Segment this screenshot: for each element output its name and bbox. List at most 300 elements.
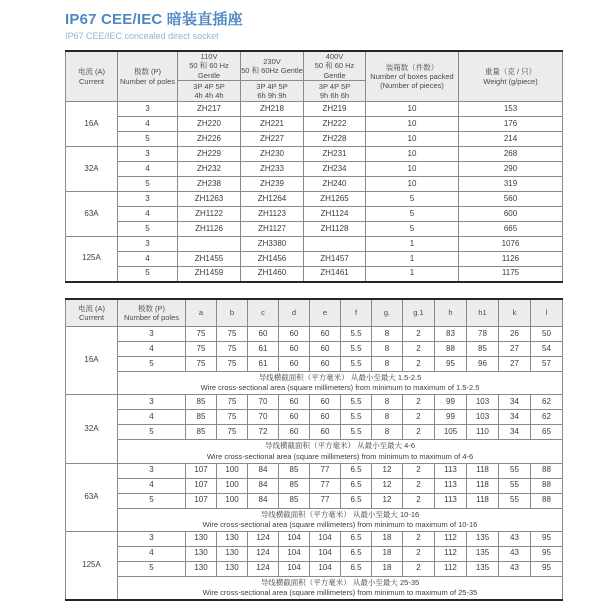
- cell: [304, 237, 366, 252]
- cell: 135: [467, 546, 499, 561]
- cell: 8: [372, 357, 403, 372]
- note-row: [66, 508, 563, 531]
- col-header-weight-zh: 重量（克 / 只）: [484, 67, 537, 77]
- cell: 54: [531, 342, 563, 357]
- col-header-current-zh: 电流 (A): [77, 67, 106, 77]
- cell: 10: [366, 132, 459, 147]
- cell: 18: [372, 546, 403, 561]
- cell: 113: [435, 463, 467, 478]
- cell: 1076: [459, 237, 563, 252]
- cell: 95: [531, 561, 563, 576]
- current-cell: 32A: [66, 395, 118, 463]
- cell: 214: [459, 132, 563, 147]
- table-row: [66, 478, 563, 493]
- cell: ZH233: [241, 162, 304, 177]
- cell: 75: [217, 410, 248, 425]
- cell: 2: [403, 327, 435, 342]
- dim-col-header-c: c: [248, 299, 279, 327]
- note-cell: [118, 440, 563, 463]
- cell: 118: [467, 463, 499, 478]
- cell: 99: [435, 395, 467, 410]
- cell: 105: [435, 425, 467, 440]
- cell: 5: [118, 267, 178, 282]
- cell: 4: [118, 478, 186, 493]
- cell: 34: [499, 395, 531, 410]
- col-header-boxes-en1: Number of boxes packed: [370, 71, 454, 81]
- note-text-zh: 导线横截面积（平方毫米） 从最小至最大 10-16: [260, 509, 420, 519]
- cell: 5.5: [341, 395, 372, 410]
- cell: 43: [499, 531, 531, 546]
- cell: 77: [310, 463, 341, 478]
- cell: 88: [531, 478, 563, 493]
- cell: 6.5: [341, 493, 372, 508]
- cell: 1126: [459, 252, 563, 267]
- cell: 61: [248, 342, 279, 357]
- table-row: [66, 531, 563, 546]
- cell: 85: [186, 395, 217, 410]
- cell: 88: [531, 493, 563, 508]
- cell: 130: [217, 546, 248, 561]
- cell: 5.5: [341, 425, 372, 440]
- dim-col-header-e: e: [310, 299, 341, 327]
- dim-col-header-g1: g.1: [403, 299, 435, 327]
- cell: 665: [459, 222, 563, 237]
- cell: 112: [435, 531, 467, 546]
- cell: 85: [467, 342, 499, 357]
- cell: 60: [310, 395, 341, 410]
- cell: 85: [279, 463, 310, 478]
- cell: 60: [248, 327, 279, 342]
- dim-col-header-k: k: [499, 299, 531, 327]
- cell: 2: [403, 342, 435, 357]
- cell: 8: [372, 342, 403, 357]
- col-header-110v-freq: 50 和 60 Hz Gentle: [189, 61, 229, 80]
- col-header-poles-zh: 极数 (P): [133, 67, 162, 77]
- cell: 3: [118, 192, 178, 207]
- cell: ZH228: [304, 132, 366, 147]
- cell: 88: [531, 463, 563, 478]
- cell: 96: [467, 357, 499, 372]
- cell: 130: [186, 561, 217, 576]
- cell: 55: [499, 463, 531, 478]
- cell: 10: [366, 147, 459, 162]
- note-row: [66, 440, 563, 463]
- cell: 112: [435, 561, 467, 576]
- table-row: [66, 192, 563, 207]
- table-row: [66, 162, 563, 177]
- cell: 3: [118, 531, 186, 546]
- cell: 57: [531, 357, 563, 372]
- cell: 2: [403, 395, 435, 410]
- cell: 84: [248, 478, 279, 493]
- cell: 10: [366, 162, 459, 177]
- cell: 75: [217, 425, 248, 440]
- cell: ZH1127: [241, 222, 304, 237]
- cell: 4: [118, 162, 178, 177]
- cell: 65: [531, 425, 563, 440]
- cell: ZH234: [304, 162, 366, 177]
- table-row: [66, 463, 563, 478]
- col-header-110v: [178, 51, 241, 81]
- table-row: [66, 132, 563, 147]
- cell: 2: [403, 531, 435, 546]
- note-text-zh: 导线横截面积（平方毫米） 从最小至最大 25-35: [260, 577, 420, 587]
- cell: 77: [310, 493, 341, 508]
- dim-col-header-h: h: [435, 299, 467, 327]
- cell: ZH1461: [304, 267, 366, 282]
- cell: 4: [118, 342, 186, 357]
- cell: 95: [531, 546, 563, 561]
- table-row: [66, 117, 563, 132]
- cell: 3: [118, 237, 178, 252]
- col-subheader-400v-poles: 3P 4P 5P: [318, 81, 351, 91]
- cell: ZH222: [304, 117, 366, 132]
- table-row: [66, 327, 563, 342]
- table-row: [66, 237, 563, 252]
- cell: 319: [459, 177, 563, 192]
- col-header-current: [66, 51, 118, 102]
- current-cell: 16A: [66, 102, 118, 147]
- table-row: [66, 207, 563, 222]
- cell: ZH226: [178, 132, 241, 147]
- current-cell: 125A: [66, 237, 118, 282]
- cell: ZH3380: [241, 237, 304, 252]
- dim-col-header-current: [66, 299, 118, 327]
- cell: 75: [217, 357, 248, 372]
- products-table-body: [66, 102, 563, 282]
- cell: ZH231: [304, 147, 366, 162]
- cell: 70: [248, 395, 279, 410]
- cell: 8: [372, 410, 403, 425]
- cell: 5.5: [341, 342, 372, 357]
- cell: 84: [248, 463, 279, 478]
- cell: 103: [467, 395, 499, 410]
- cell: 85: [279, 478, 310, 493]
- col-subheader-230v-poles: 3P 4P 5P: [256, 81, 288, 91]
- cell: 6.5: [341, 478, 372, 493]
- cell: 8: [372, 395, 403, 410]
- cell: ZH218: [241, 102, 304, 117]
- cell: 153: [459, 102, 563, 117]
- cell: ZH238: [178, 177, 241, 192]
- cell: 6.5: [341, 463, 372, 478]
- cell: 2: [403, 546, 435, 561]
- cell: 8: [372, 425, 403, 440]
- cell: ZH1457: [304, 252, 366, 267]
- cell: 95: [435, 357, 467, 372]
- cell: 3: [118, 327, 186, 342]
- cell: 60: [310, 342, 341, 357]
- current-cell: 125A: [66, 531, 118, 600]
- cell: 107: [186, 493, 217, 508]
- cell: 27: [499, 357, 531, 372]
- cell: 10: [366, 117, 459, 132]
- cell: ZH239: [241, 177, 304, 192]
- cell: 135: [467, 561, 499, 576]
- col-subheader-110v-hours: 4h 4h 4h: [194, 91, 224, 101]
- cell: 112: [435, 546, 467, 561]
- current-cell: 63A: [66, 463, 118, 531]
- col-header-230v: [241, 51, 304, 81]
- cell: 103: [467, 410, 499, 425]
- cell: 43: [499, 561, 531, 576]
- table-row: [66, 102, 563, 117]
- table-row: [66, 267, 563, 282]
- current-cell: 32A: [66, 147, 118, 192]
- cell: 104: [279, 531, 310, 546]
- cell: 34: [499, 410, 531, 425]
- cell: 5: [366, 222, 459, 237]
- col-subheader-230v-hours: 6h 9h 9h: [257, 91, 287, 101]
- cell: 60: [279, 395, 310, 410]
- cell: 3: [118, 395, 186, 410]
- cell: 70: [248, 410, 279, 425]
- cell: ZH221: [241, 117, 304, 132]
- cell: 5: [118, 561, 186, 576]
- dim-col-header-current-zh: 电流 (A): [77, 303, 106, 313]
- note-row: [66, 372, 563, 395]
- note-text-en: Wire cross-sectional area (square millimeters) from minimum to maximum of 4-6: [206, 451, 474, 461]
- cell: 75: [186, 342, 217, 357]
- cell: 60: [310, 327, 341, 342]
- col-header-boxes: [366, 51, 459, 102]
- cell: ZH232: [178, 162, 241, 177]
- cell: 1175: [459, 267, 563, 282]
- cell: 12: [372, 493, 403, 508]
- col-header-110v-voltage: 110V: [200, 52, 218, 61]
- cell: ZH220: [178, 117, 241, 132]
- cell: ZH1124: [304, 207, 366, 222]
- table-row: [66, 561, 563, 576]
- cell: 4: [118, 117, 178, 132]
- cell: 2: [403, 425, 435, 440]
- page-title: IP67 CEE/IEC 暗装直插座: [65, 11, 243, 28]
- cell: ZH227: [241, 132, 304, 147]
- cell: 107: [186, 478, 217, 493]
- cell: 124: [248, 561, 279, 576]
- col-header-400v-voltage: 400V: [325, 52, 344, 61]
- col-subheader-230v: [241, 81, 304, 102]
- table-row: [66, 147, 563, 162]
- cell: ZH1123: [241, 207, 304, 222]
- cell: 60: [279, 342, 310, 357]
- cell: 100: [217, 463, 248, 478]
- page-subtitle: IP67 CEE/IEC concealed direct socket: [65, 31, 219, 41]
- cell: 5: [366, 207, 459, 222]
- cell: [178, 237, 241, 252]
- cell: 10: [366, 102, 459, 117]
- cell: 110: [467, 425, 499, 440]
- cell: 5: [118, 177, 178, 192]
- cell: ZH1264: [241, 192, 304, 207]
- cell: ZH229: [178, 147, 241, 162]
- cell: ZH1455: [178, 252, 241, 267]
- cell: 62: [531, 395, 563, 410]
- dim-col-header-poles-zh: 极数 (P): [137, 303, 166, 313]
- cell: ZH1126: [178, 222, 241, 237]
- cell: 100: [217, 478, 248, 493]
- cell: 72: [248, 425, 279, 440]
- cell: 124: [248, 546, 279, 561]
- cell: 5: [118, 425, 186, 440]
- cell: 4: [118, 207, 178, 222]
- note-text-en: Wire cross-sectional area (square millimeters) from minimum to maximum of 10-16: [202, 519, 478, 529]
- dim-col-header-d: d: [279, 299, 310, 327]
- cell: 60: [310, 410, 341, 425]
- dim-col-header-b: b: [217, 299, 248, 327]
- dim-col-header-g: g.: [372, 299, 403, 327]
- cell: 3: [118, 463, 186, 478]
- col-header-230v-voltage: 230V: [263, 56, 281, 66]
- cell: 2: [403, 493, 435, 508]
- col-header-poles-en: Number of poles: [119, 76, 176, 86]
- cell: 104: [279, 561, 310, 576]
- cell: ZH1122: [178, 207, 241, 222]
- dim-col-header-f: f: [341, 299, 372, 327]
- cell: 268: [459, 147, 563, 162]
- cell: 12: [372, 463, 403, 478]
- cell: 62: [531, 410, 563, 425]
- cell: 560: [459, 192, 563, 207]
- col-subheader-110v: [178, 81, 241, 102]
- cell: 104: [310, 561, 341, 576]
- cell: 55: [499, 478, 531, 493]
- cell: 10: [366, 177, 459, 192]
- cell: 12: [372, 478, 403, 493]
- table-row: [66, 546, 563, 561]
- cell: 26: [499, 327, 531, 342]
- cell: 118: [467, 478, 499, 493]
- cell: 5.5: [341, 357, 372, 372]
- cell: 4: [118, 546, 186, 561]
- cell: ZH1128: [304, 222, 366, 237]
- cell: 107: [186, 463, 217, 478]
- note-cell: [118, 372, 563, 395]
- cell: 75: [186, 327, 217, 342]
- cell: ZH1265: [304, 192, 366, 207]
- cell: 75: [217, 327, 248, 342]
- cell: 130: [217, 561, 248, 576]
- cell: 55: [499, 493, 531, 508]
- col-header-400v-freq: 50 和 60 Hz Gentle: [314, 61, 355, 80]
- cell: 85: [186, 410, 217, 425]
- current-cell: 16A: [66, 327, 118, 395]
- table-row: [66, 357, 563, 372]
- cell: 5.5: [341, 410, 372, 425]
- cell: 113: [435, 493, 467, 508]
- cell: ZH1263: [178, 192, 241, 207]
- cell: ZH230: [241, 147, 304, 162]
- dim-col-header-h1: h1: [467, 299, 499, 327]
- cell: 60: [279, 327, 310, 342]
- cell: 75: [217, 395, 248, 410]
- note-cell: [118, 508, 563, 531]
- col-subheader-400v: [304, 81, 366, 102]
- table-row: [66, 342, 563, 357]
- col-subheader-400v-hours: 9h 6h 6h: [319, 91, 350, 101]
- cell: 60: [279, 357, 310, 372]
- cell: 61: [248, 357, 279, 372]
- cell: 130: [186, 531, 217, 546]
- note-text-zh: 导线横截面积（平方毫米） 从最小至最大 1.5-2.5: [258, 373, 422, 383]
- cell: 113: [435, 478, 467, 493]
- cell: 18: [372, 561, 403, 576]
- cell: 1: [366, 267, 459, 282]
- cell: 124: [248, 531, 279, 546]
- cell: 130: [186, 546, 217, 561]
- table-row: [66, 425, 563, 440]
- cell: 84: [248, 493, 279, 508]
- col-header-boxes-en2: (Number of pieces): [380, 81, 444, 91]
- cell: 1: [366, 252, 459, 267]
- col-header-poles: [118, 51, 178, 102]
- cell: 2: [403, 357, 435, 372]
- cell: ZH217: [178, 102, 241, 117]
- cell: 78: [467, 327, 499, 342]
- cell: 3: [118, 147, 178, 162]
- table-row: [66, 410, 563, 425]
- cell: 83: [435, 327, 467, 342]
- cell: 5: [118, 132, 178, 147]
- cell: 50: [531, 327, 563, 342]
- table-row: [66, 493, 563, 508]
- col-header-weight-en: Weight (g/piece): [483, 76, 538, 86]
- cell: 3: [118, 102, 178, 117]
- dim-col-header-l: l: [531, 299, 563, 327]
- cell: 5: [118, 493, 186, 508]
- note-text-en: Wire cross-sectional area (square millimeters) from minimum to maximum of 1.5-2.5: [200, 383, 480, 393]
- dim-col-header-current-en: Current: [78, 312, 104, 322]
- cell: 27: [499, 342, 531, 357]
- cell: 2: [403, 561, 435, 576]
- col-header-400v: [304, 51, 366, 81]
- table-row: [66, 252, 563, 267]
- cell: 77: [310, 478, 341, 493]
- cell: 34: [499, 425, 531, 440]
- cell: ZH240: [304, 177, 366, 192]
- col-header-boxes-zh: 装箱数（件数）: [385, 62, 439, 72]
- cell: 5: [118, 222, 178, 237]
- cell: 100: [217, 493, 248, 508]
- cell: 5: [366, 192, 459, 207]
- cell: 4: [118, 252, 178, 267]
- cell: 43: [499, 546, 531, 561]
- cell: 1: [366, 237, 459, 252]
- table-row: [66, 395, 563, 410]
- dim-col-header-poles: [118, 299, 186, 327]
- table-row: [66, 222, 563, 237]
- cell: 130: [217, 531, 248, 546]
- col-header-current-en: Current: [78, 76, 104, 86]
- dim-col-header-poles-en: Number of poles: [123, 312, 180, 322]
- cell: 135: [467, 531, 499, 546]
- cell: ZH1459: [178, 267, 241, 282]
- dimensions-table-header: [66, 299, 563, 327]
- products-table: [65, 50, 563, 283]
- cell: 6.5: [341, 546, 372, 561]
- cell: 4: [118, 410, 186, 425]
- dimensions-table-body: [66, 327, 563, 601]
- cell: 85: [279, 493, 310, 508]
- cell: ZH1456: [241, 252, 304, 267]
- cell: 60: [279, 425, 310, 440]
- cell: 75: [186, 357, 217, 372]
- current-cell: 63A: [66, 192, 118, 237]
- cell: 60: [279, 410, 310, 425]
- cell: 5.5: [341, 327, 372, 342]
- cell: 95: [531, 531, 563, 546]
- dim-col-header-a: a: [186, 299, 217, 327]
